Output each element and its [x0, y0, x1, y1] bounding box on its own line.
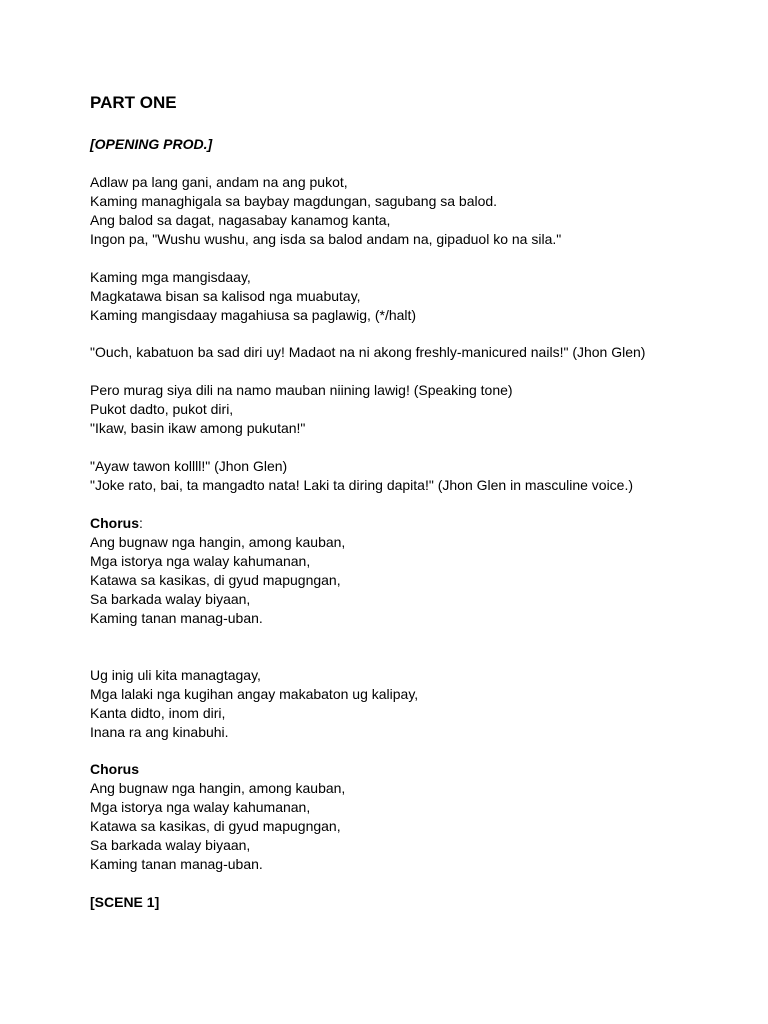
lyric-line: Kaming mga mangisdaay, [90, 269, 251, 285]
dialogue-line: "Joke rato, bai, ta mangadto nata! Laki ta diring dapita!" (Jhon Glen in masculine voice.) [90, 477, 634, 493]
chorus-heading: Chorus [90, 761, 139, 777]
chorus-line: Sa barkada walay biyaan, [90, 591, 251, 607]
chorus-line: Kaming tanan manag-uban. [90, 610, 263, 626]
chorus-line: Sa barkada walay biyaan, [90, 837, 251, 853]
lyric-line: Kaming managhigala sa baybay magdungan, sagubang sa balod. [90, 193, 498, 209]
chorus-line: Kaming tanan manag-uban. [90, 856, 263, 872]
chorus-label: Chorus [90, 515, 139, 531]
lyric-line: Adlaw pa lang gani, andam na ang pukot, [90, 174, 348, 190]
lyric-line: Inana ra ang kinabuhi. [90, 724, 229, 740]
lyric-line: Magkatawa bisan sa kalisod nga muabutay, [90, 288, 361, 304]
lyric-line: "Ikaw, basin ikaw among pukutan!" [90, 420, 306, 436]
lyric-line: Ingon pa, "Wushu wushu, ang isda sa balod andam na, gipaduol ko na sila." [90, 231, 562, 247]
chorus-line: Ang bugnaw nga hangin, among kauban, [90, 534, 346, 550]
chorus-heading [90, 514, 143, 533]
opening-prod-heading: [OPENING PROD.] [90, 136, 213, 152]
chorus-line: Katawa sa kasikas, di gyud mapugngan, [90, 818, 341, 834]
dialogue-line: "Ayaw tawon kollll!" (Jhon Glen) [90, 458, 288, 474]
scene-heading: [SCENE 1] [90, 894, 160, 910]
lyric-line: Mga lalaki nga kugihan angay makabaton ug kalipay, [90, 686, 419, 702]
lyric-line: Kanta didto, inom diri, [90, 705, 226, 721]
dialogue-line: "Ouch, kabatuon ba sad diri uy! Madaot na ni akong freshly-manicured nails!" (Jhon Glen) [90, 344, 646, 360]
chorus-line: Mga istorya nga walay kahumanan, [90, 799, 311, 815]
chorus-line: Ang bugnaw nga hangin, among kauban, [90, 780, 346, 796]
chorus-line: Mga istorya nga walay kahumanan, [90, 553, 311, 569]
lyric-line: Pero murag siya dili na namo mauban niining lawig! (Speaking tone) [90, 382, 513, 398]
chorus-colon: : [139, 515, 143, 531]
lyric-line: Pukot dadto, pukot diri, [90, 401, 234, 417]
lyric-line: Ug inig uli kita managtagay, [90, 667, 261, 683]
chorus-line: Katawa sa kasikas, di gyud mapugngan, [90, 572, 341, 588]
lyric-line: Kaming mangisdaay magahiusa sa paglawig, (*/halt) [90, 307, 417, 323]
page-title: PART ONE [90, 93, 177, 112]
lyric-line: Ang balod sa dagat, nagasabay kanamog kanta, [90, 212, 391, 228]
